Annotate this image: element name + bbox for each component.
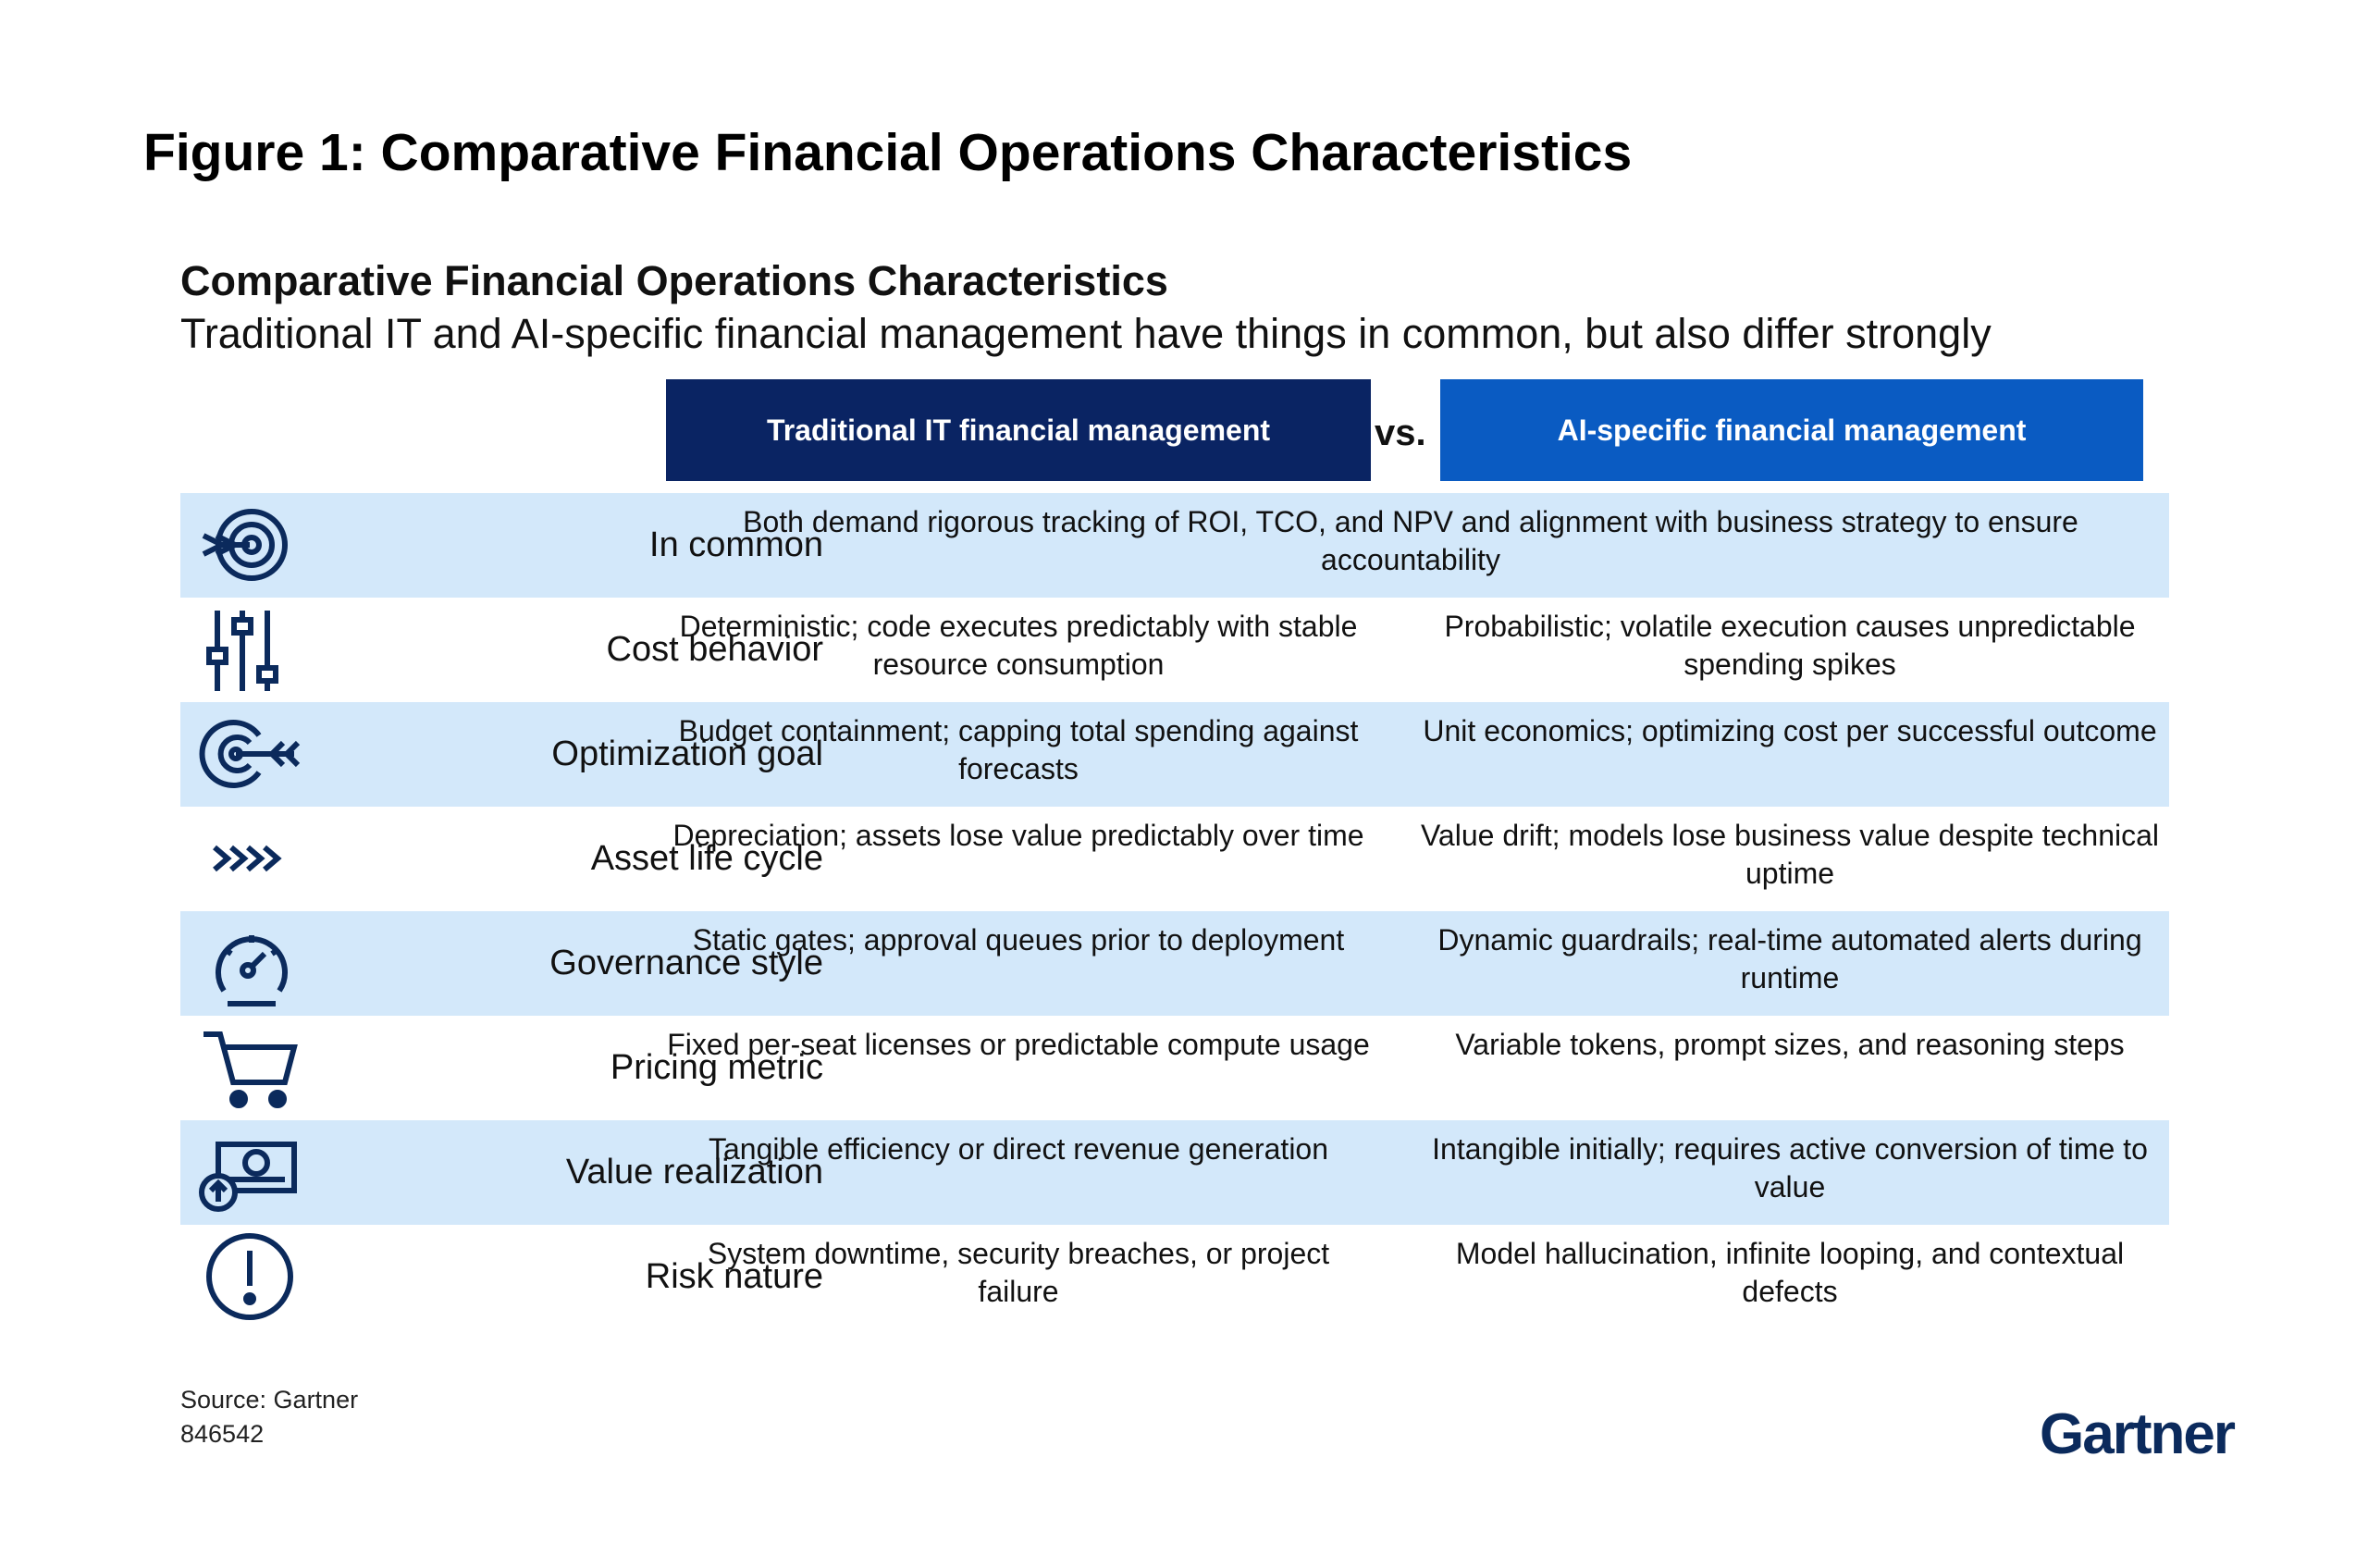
header-vs: vs. — [1375, 413, 1426, 453]
header-traditional: Traditional IT financial management — [666, 379, 1371, 481]
row-label: Cost behavior — [606, 630, 823, 669]
cell-ai: Unit economics; optimizing cost per successful outcome — [1423, 714, 2157, 747]
cell-traditional: System downtime, security breaches, or project failure — [707, 1237, 1330, 1308]
table-row — [180, 1120, 2169, 1225]
row-label: In common — [649, 525, 823, 564]
cell-traditional: Deterministic; code executes predictably with stable resource consumption — [679, 610, 1358, 681]
shopping-cart-icon — [194, 1021, 305, 1114]
table-row — [180, 807, 2169, 911]
source-note — [180, 1383, 358, 1451]
gartner-logo: Gartner — [2040, 1402, 2234, 1466]
cell-traditional: Tangible efficiency or direct revenue generation — [708, 1132, 1329, 1166]
cell-ai: Value drift; models lose business value despite technical uptime — [1420, 819, 2160, 890]
exclamation-icon — [194, 1230, 305, 1323]
gauge-icon — [194, 917, 305, 1009]
chart-subtitle: Traditional IT and AI-specific financial management have things in common, but also differ strongly — [180, 310, 1992, 357]
table-row — [180, 493, 2169, 598]
comparison-table — [180, 493, 2169, 1329]
cell-ai: Model hallucination, infinite looping, and contextual defects — [1455, 1237, 2125, 1308]
figure-title: Figure 1: Comparative Financial Operations Characteristics — [143, 123, 1633, 182]
table-row — [180, 1016, 2169, 1120]
cell-ai: Dynamic guardrails; real-time automated alerts during runtime — [1437, 923, 2142, 994]
row-label: Governance style — [549, 944, 823, 982]
cell-ai: Intangible initially; requires active conversion of time to value — [1432, 1132, 2148, 1204]
row-label: Risk nature — [645, 1257, 823, 1296]
cell-ai: Variable tokens, prompt sizes, and reasoning steps — [1455, 1028, 2125, 1061]
table-row — [180, 911, 2169, 1016]
table-row — [180, 1225, 2169, 1329]
cell-ai: Probabilistic; volatile execution causes unpredictable spending spikes — [1444, 610, 2136, 681]
chevrons-right-icon — [194, 812, 305, 905]
row-label: Value realization — [565, 1153, 823, 1191]
cell-traditional: Fixed per-seat licenses or predictable compute usage — [667, 1028, 1370, 1061]
cell-traditional: Depreciation; assets lose value predictably over time — [672, 819, 1364, 852]
header-ai: AI-specific financial management — [1440, 379, 2143, 481]
money-growth-icon — [194, 1126, 305, 1218]
target-arrow-icon — [194, 708, 305, 800]
row-label: Asset life cycle — [590, 839, 823, 878]
table-row — [180, 598, 2169, 702]
cell-traditional: Static gates; approval queues prior to deployment — [692, 923, 1345, 957]
table-row — [180, 702, 2169, 807]
source-text: Source: Gartner — [180, 1386, 359, 1414]
row-label: Optimization goal — [551, 735, 823, 773]
target-arrows-icon — [194, 499, 305, 591]
cell-traditional: Budget containment; capping total spending against forecasts — [678, 714, 1359, 785]
sliders-icon — [194, 603, 305, 696]
row-label: Pricing metric — [610, 1048, 823, 1087]
cell-common: Both demand rigorous tracking of ROI, TCO, and NPV and alignment with business strategy to ensure accountability — [743, 505, 2078, 576]
document-id: 846542 — [180, 1420, 265, 1448]
chart-title: Comparative Financial Operations Characteristics — [180, 257, 1168, 304]
